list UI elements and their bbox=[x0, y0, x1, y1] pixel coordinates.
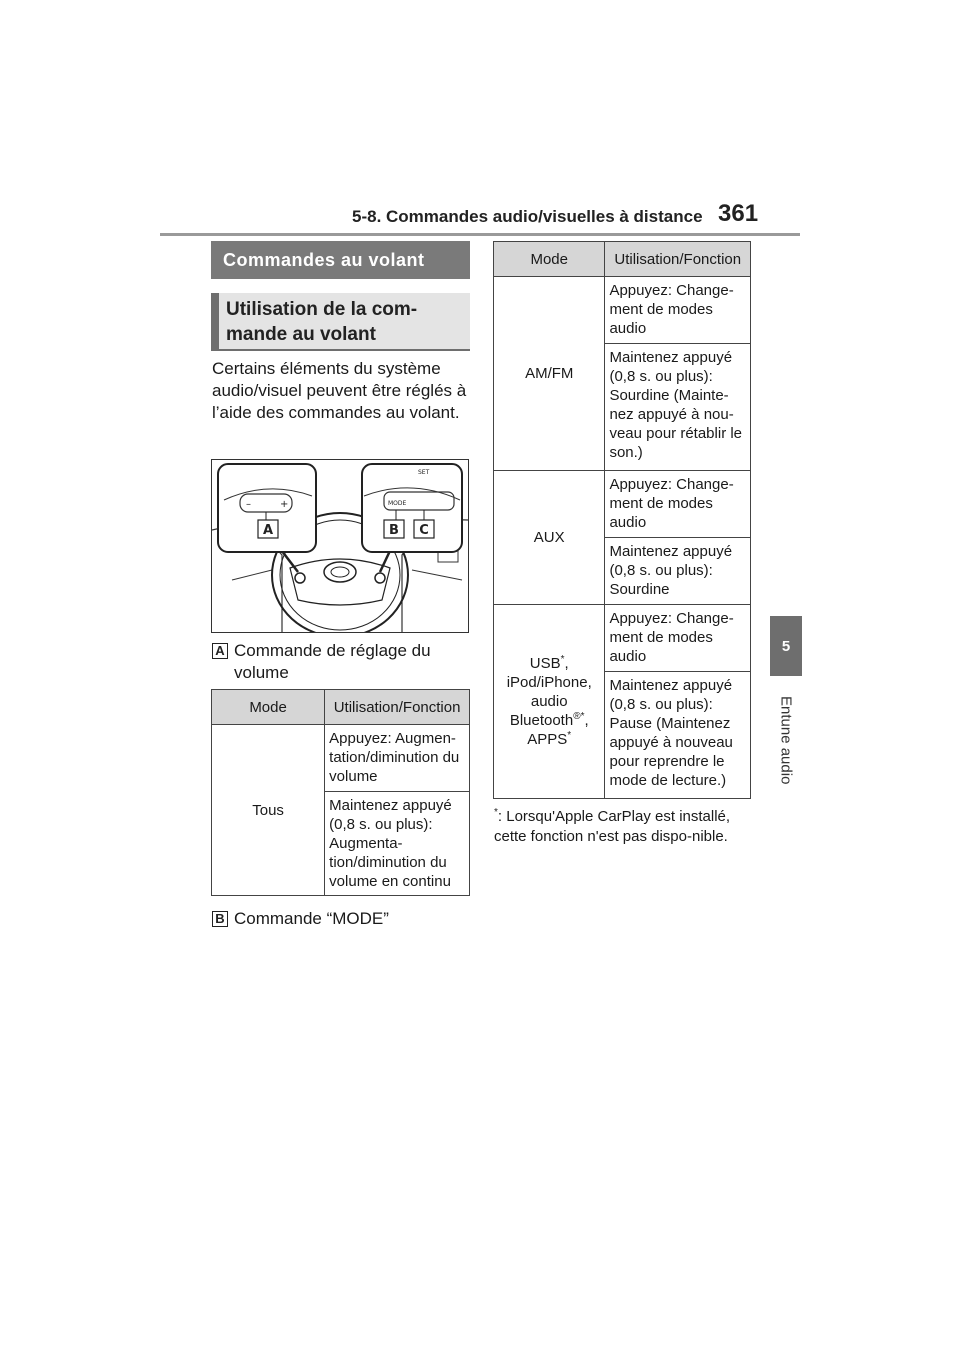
table-cell-function: Appuyez: Change-ment de modes audio bbox=[605, 605, 751, 672]
table-cell-mode: AM/FM bbox=[494, 277, 605, 471]
section-header-title: 5-8. Commandes audio/visuelles à distance bbox=[352, 207, 703, 226]
chapter-tab-number: 5 bbox=[770, 616, 802, 676]
section-banner: Commandes au volant bbox=[211, 241, 470, 279]
table-header-mode: Mode bbox=[212, 690, 325, 725]
intro-paragraph: Certains éléments du système audio/visuel peuvent être réglés à l’aide des commandes au volant. bbox=[212, 359, 467, 422]
steering-wheel-illustration bbox=[212, 460, 468, 632]
callout-label-b: B bbox=[389, 523, 399, 538]
mode-control-table bbox=[493, 241, 751, 799]
table-cell-function: Appuyez: Change-ment de modes audio bbox=[605, 277, 751, 344]
set-button-label: SET bbox=[418, 469, 430, 476]
subsection-banner: Utilisation de la com-mande au volant bbox=[211, 293, 470, 351]
table-cell-mode: USB*, iPod/iPhone, audio Bluetooth®*, APPS* bbox=[494, 605, 605, 799]
item-b bbox=[212, 908, 472, 930]
marker-a: A bbox=[212, 643, 228, 659]
chapter-tab-label: Entune audio bbox=[777, 695, 795, 785]
table-cell-mode: AUX bbox=[494, 471, 605, 605]
volume-control-table bbox=[211, 689, 470, 896]
table-header-mode: Mode bbox=[494, 242, 605, 277]
table-cell-function: Maintenez appuyé (0,8 s. ou plus): Sourdine bbox=[605, 538, 751, 605]
table-cell-function: Appuyez: Augmen-tation/diminution du volume bbox=[325, 725, 470, 792]
table-header-function: Utilisation/Fonction bbox=[605, 242, 751, 277]
callout-label-a: A bbox=[262, 523, 274, 538]
table-cell-function: Maintenez appuyé (0,8 s. ou plus): Pause (Maintenez appuyé à nouveau pour reprendre le mode de lecture.) bbox=[605, 672, 751, 799]
header-rule bbox=[160, 233, 800, 236]
svg-text:–: – bbox=[246, 499, 251, 510]
table-cell-function: Appuyez: Change-ment de modes audio bbox=[605, 471, 751, 538]
footnote-text: : Lorsqu'Apple CarPlay est installé, cette fonction n'est pas dispo-nible. bbox=[494, 808, 731, 845]
mode-button-label: MODE bbox=[388, 500, 407, 507]
svg-text:+: + bbox=[280, 499, 289, 510]
item-a-text: Commande de réglage du volume bbox=[234, 641, 431, 682]
footnote bbox=[494, 807, 756, 847]
item-b-text: Commande “MODE” bbox=[234, 909, 389, 928]
table-cell-mode: Tous bbox=[212, 725, 325, 896]
item-a bbox=[212, 640, 472, 684]
footnote-mark: * bbox=[494, 807, 498, 818]
table-cell-function: Maintenez appuyé (0,8 s. ou plus): Sourdine (Mainte-nez appuyé à nou-veau pour rétablir le son.) bbox=[605, 344, 751, 471]
callout-label-c: C bbox=[419, 523, 429, 538]
steering-wheel-figure bbox=[211, 459, 469, 633]
marker-b: B bbox=[212, 911, 228, 927]
table-cell-function: Maintenez appuyé (0,8 s. ou plus): Augmenta-tion/diminution du volume en continu bbox=[325, 792, 470, 896]
table-header-function: Utilisation/Fonction bbox=[325, 690, 470, 725]
page-number: 361 bbox=[718, 200, 759, 227]
